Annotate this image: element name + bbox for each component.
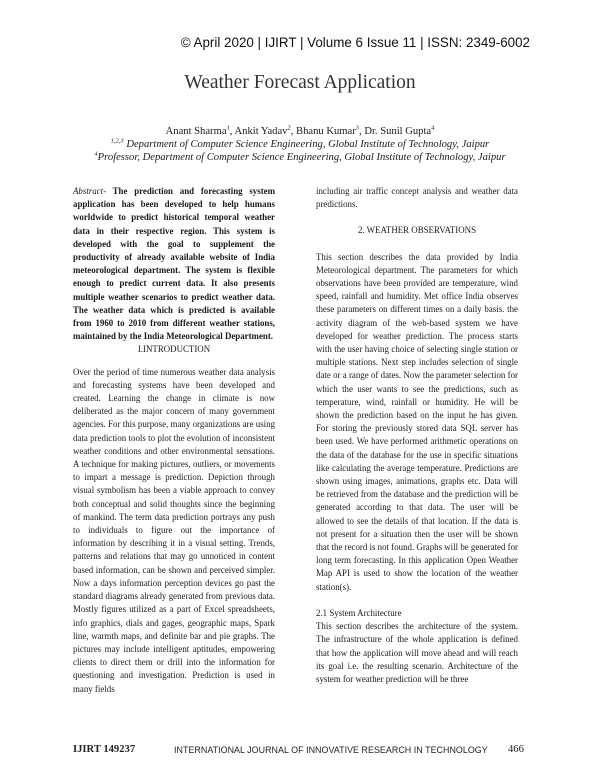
section-heading-introduction: I.INTRODUCTION [137,344,211,355]
footer-journal-name: INTERNATIONAL JOURNAL OF INNOVATIVE RESEARCH IN TECHNOLOGY [174,745,488,755]
introduction-paragraph: Over the period of time numerous weather data analysis and forecasting systems have been developed and created. Learning the change in climate is now deliberated as the major concern of many government agencies. For this purpose, many organizations are using data prediction tools to plot the evolution of inconsistent weather conditions and other environmental sensations. A technique for making pictures, outliers, or movements to impart a message is prediction. Depiction through visual symbolism has been a viable approach to convey both conceptual and solid thoughts since the beginning of mankind. The term data prediction portrays any push to individuals to figure out the importance of information by describing it in a visual setting. Trends, patterns and relations that may go unnoticed in content based information, can be shown and perceived simpler. Now a days information perception devices go past the standard diagrams already generated from previous data. Mostly figures utilized as a part of Excel spreadsheets, info graphics, dials and gages, geographic maps, Spark line, warmth maps, and definite bar and pie graphs. The pictures may include intelligent aptitudes, empowering clients to direct them or drill into the information for questioning and investigation. Prediction is used in many fields [73,366,275,694]
author-name: Ankit Yadav [234,126,288,137]
section-heading-weather-observations: 2. WEATHER OBSERVATIONS [357,225,477,236]
author-name: Anant Sharma [165,126,227,137]
author-name: Dr. Sunil Gupta [364,126,432,137]
abstract [73,185,275,343]
architecture-paragraph: This section describes the architecture of the system. The infrastructure of the whole application is defined that how the application will move ahead and will reach its goal i.e. the resulting scenario. Architecture of the system for weather prediction will be three [316,621,518,684]
paper-title: Weather Forecast Application [184,72,416,93]
left-column [73,185,275,696]
author-names: Anant Sharma$^1$, Ankit Yadav$^2$, Bhanu Kumar$^3$, Dr. Sunil Gupta$^4$ [165,124,435,137]
right-column [316,185,518,686]
footer-paper-id: IJIRT 149237 [73,744,136,755]
affiliation-2: $^4$Professor, Department of Computer Science Engineering, Global Institute of Technology, Jaipur [94,150,506,163]
affiliation-1: $^{1,2,3}$ Department of Computer Science Engineering, Global Institute of Technology, Jaipur [110,137,490,150]
introduction-paragraph-continued: including air traffic concept analysis and weather data predictions. [316,186,518,210]
subsection-heading-system-architecture: 2.1 System Architecture [316,607,402,618]
author-name: Bhanu Kumar [296,126,356,137]
author-block [0,125,600,164]
observations-paragraph: This section describes the data provided by India Meteorological department. The parameters for which observations have been provided are temperature, wind speed, rainfall and humidity. Met office India observes these parameters on different times on a daily basis. the activity diagram of the web-based system we have developed for weather prediction. The process starts with the user having choice of selecting single station or multiple stations. Next step includes selection of single date or a range of dates. Now the parameter selection for which the user wants to see the predictions, such as temperature, wind, rainfall or humidity. He will be shown the prediction based on the input he has given. For storing the previously stored data SQL server has been used. We have performed arithmetic operations on the data of the database for the use in specific situations like calculating the average temperature. Predictions are shown using images, animations, graphs etc. Data will be retrieved from the database and the prediction will be generated according to that data. The user will be allowed to see the details of that location. If the data is not present for a situation then the user will be shown that the record is not found. Graphs will be generated for long term forecasting. In this application Open Weather Map API is used to show the location of the weather station(s). [316,251,518,592]
journal-citation: © April 2020 | IJIRT | Volume 6 Issue 11 | ISSN: 2349-6002 [180,35,530,50]
footer-page-number: 466 [508,744,524,755]
abstract-label: Abstract- [73,186,107,196]
abstract-text: The prediction and forecasting system application has been developed to help humans worldwide to predict historical temporal weather data in their respective region. This system is developed with the goal to supplement the productivity of already available website of India meteorological department. The system is flexible enough to predict current data. It also presents multiple weather scenarios to predict weather data. The weather data which is predicted is available from 1960 to 2010 from different weather stations, maintained by the India Meteorological Department. [73,186,275,342]
